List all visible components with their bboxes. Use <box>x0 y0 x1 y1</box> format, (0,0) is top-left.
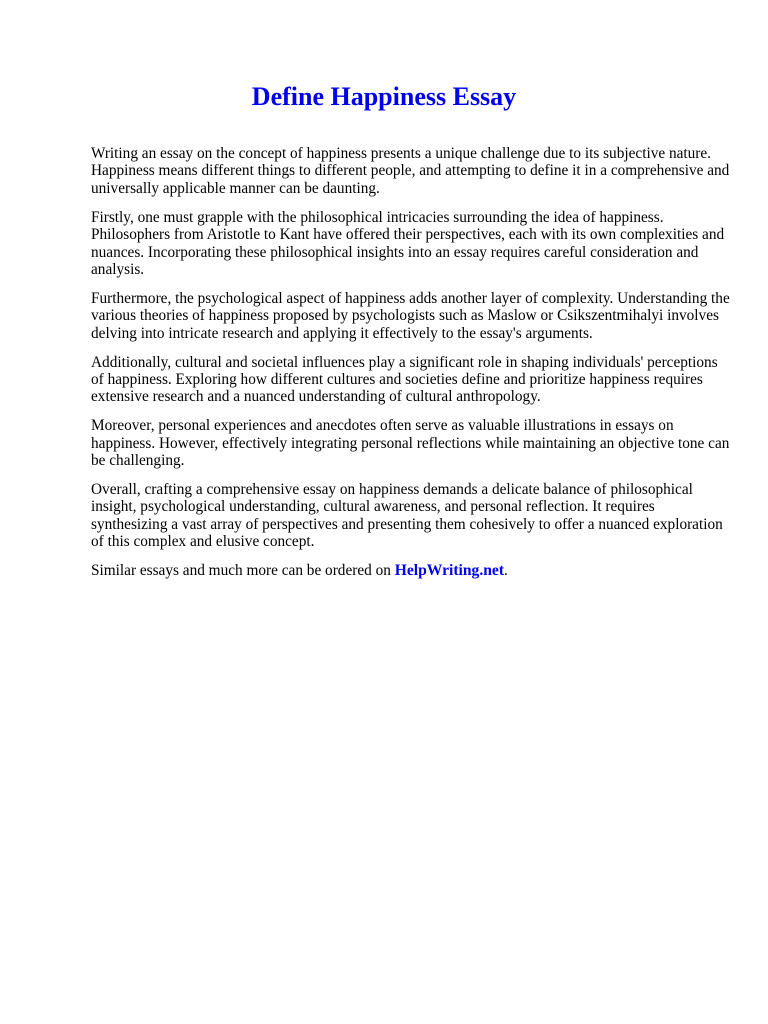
paragraph-5: Moreover, personal experiences and anecdotes often serve as valuable illustrations in essays on happiness. However, effectively integrating personal reflections while maintaining an objective tone can be challenging. <box>91 417 730 470</box>
page-title: Define Happiness Essay <box>251 82 517 111</box>
closing-line <box>91 562 731 579</box>
paragraph-2: Firstly, one must grapple with the philosophical intricacies surrounding the idea of happiness. Philosophers from Aristotle to Kant have offered their perspectives, each with its own complexities and nuances. Incorporating these philosophical insights into an essay requires careful consideration and analysis. <box>91 208 725 278</box>
essay-body <box>91 145 731 591</box>
helpwriting-link[interactable]: HelpWriting.net <box>394 562 505 580</box>
paragraph-3: Furthermore, the psychological aspect of happiness adds another layer of complexity. Understanding the various theories of happiness proposed by psychologists such as Maslow or Csikszentmihalyi involves delving into intricate research and applying it effectively to the essay's arguments. <box>91 289 730 342</box>
closing-prefix: Similar essays and much more can be ordered on <box>91 562 395 580</box>
paragraph-4: Additionally, cultural and societal influences play a significant role in shaping individuals' perceptions of happiness. Exploring how different cultures and societies define and prioritize happiness requires extensive research and a nuanced understanding of cultural anthropology. <box>91 353 718 406</box>
closing-suffix: . <box>504 562 508 580</box>
paragraph-1: Writing an essay on the concept of happiness presents a unique challenge due to its subjective nature. Happiness means different things to different people, and attempting to define it in a comprehensive and universally applicable manner can be daunting. <box>91 145 730 197</box>
paragraph-6: Overall, crafting a comprehensive essay on happiness demands a delicate balance of philosophical insight, psychological understanding, cultural awareness, and personal reflection. It requires synthesizing a vast array of perspectives and presenting them cohesively to offer a nuanced exploration of this complex and elusive concept. <box>91 481 723 551</box>
